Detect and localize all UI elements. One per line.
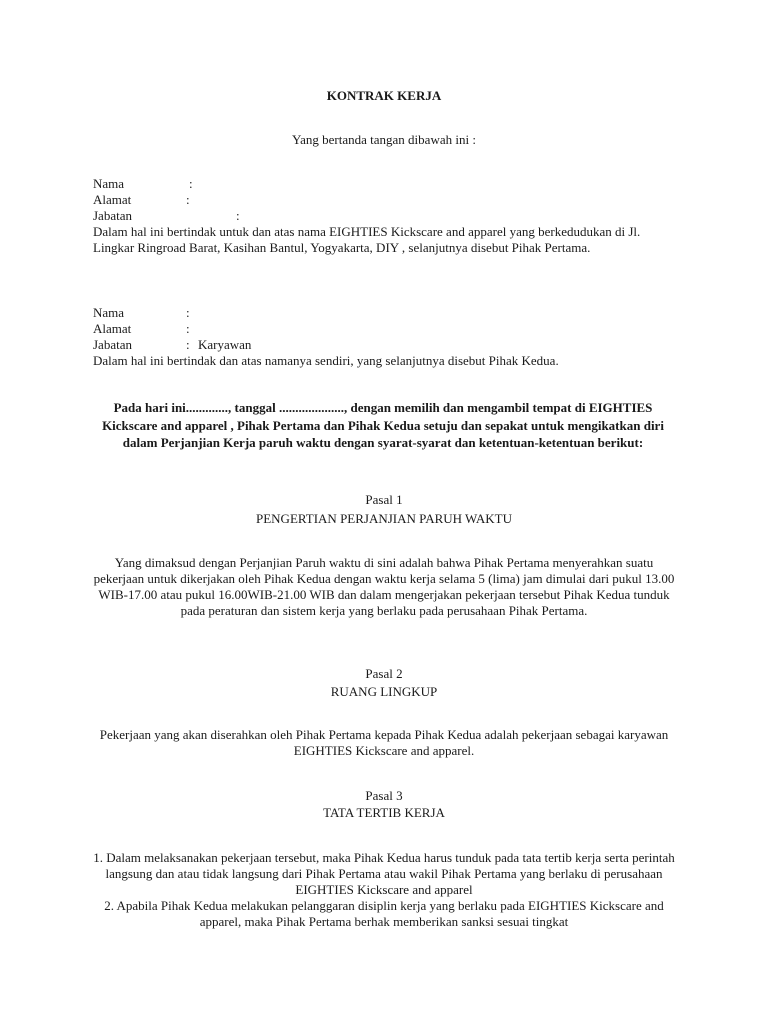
party2-alamat-label: Alamat [93, 321, 132, 336]
pasal1-heading: PENGERTIAN PERJANJIAN PARUH WAKTU [256, 511, 512, 526]
pasal3-items [92, 850, 676, 930]
pasal3-heading: TATA TERTIB KERJA [323, 805, 445, 820]
pasal3-number: Pasal 3 [365, 788, 403, 803]
party2-jabatan-row [93, 337, 673, 353]
party1-jabatan-row [93, 208, 673, 224]
pasal2-heading: RUANG LINGKUP [330, 684, 438, 699]
party2-alamat-row [93, 321, 673, 337]
party2-block [93, 305, 673, 369]
party1-nama-row [93, 176, 673, 192]
party1-nama-label: Nama [93, 176, 125, 191]
party2-jabatan-value: Karyawan [198, 337, 252, 352]
party1-statement: Dalam hal ini bertindak untuk dan atas nama EIGHTIES Kickscare and apparel yang berkedudukan di Jl. Lingkar Ringroad Barat, Kasihan Bantul, Yogyakarta, DIY , selanjutnya disebut Pihak Pertama. [93, 224, 641, 255]
party2-jabatan-colon: : [186, 337, 190, 352]
party2-nama-colon: : [186, 305, 190, 320]
party2-alamat-colon: : [186, 321, 190, 336]
party1-block [93, 176, 673, 256]
intro-line: Yang bertanda tangan dibawah ini : [292, 132, 476, 147]
party2-nama-label: Nama [93, 305, 125, 320]
party1-alamat-colon: : [186, 192, 190, 207]
pasal1-body: Yang dimaksud dengan Perjanjian Paruh waktu di sini adalah bahwa Pihak Pertama menyerahkan suatu pekerjaan untuk dikerjakan oleh Pihak Kedua dengan waktu kerja selama 5 (lima) jam dimulai dari pukul 13.00 WIB-17.00 atau pukul 16.00WIB-21.00 WIB dan dalam mengerjakan pekerjaan tersebut Pihak Kedua tunduk pada peraturan dan sistem kerja yang berlaku pada perusahaan Pihak Pertama. [93, 555, 675, 618]
party1-alamat-label: Alamat [93, 192, 132, 207]
party1-nama-colon: : [189, 176, 193, 191]
party2-nama-row [93, 305, 673, 321]
party1-jabatan-label: Jabatan [93, 208, 132, 223]
pasal3-item-1: 1. Dalam melaksanakan pekerjaan tersebut, maka Pihak Kedua harus tunduk pada tata tertib kerja serta perintah langsung dan atau tidak langsung dari Pihak Pertama atau wakil Pihak Pertama yang berlaku di perusahaan EIGHTIES Kickscare and apparel [93, 850, 675, 897]
pasal3-item-2: 2. Apabila Pihak Kedua melakukan pelanggaran disiplin kerja yang berlaku pada EIGHTIES Kickscare and apparel, maka Pihak Pertama berhak memberikan sanksi sesuai tingkat [104, 898, 664, 929]
pasal2-body: Pekerjaan yang akan diserahkan oleh Pihak Pertama kepada Pihak Kedua adalah pekerjaan sebagai karyawan EIGHTIES Kickscare and apparel. [99, 727, 669, 758]
party2-statement: Dalam hal ini bertindak dan atas namanya sendiri, yang selanjutnya disebut Pihak Kedua. [93, 353, 559, 368]
party2-jabatan-label: Jabatan [93, 337, 132, 352]
document-title: KONTRAK KERJA [326, 88, 442, 103]
pasal2-number: Pasal 2 [365, 666, 403, 681]
party1-alamat-row [93, 192, 673, 208]
agreement-paragraph: Pada hari ini............., tanggal ...................., dengan memilih dan mengambil tempat di EIGHTIES Kickscare and apparel , Pihak Pertama dan Pihak Kedua setuju dan sepakat untuk mengikatkan diri dalam Perjanjian Kerja paruh waktu dengan syarat-syarat dan ketentuan-ketentuan berikut: [102, 400, 664, 450]
pasal1-number: Pasal 1 [365, 492, 403, 507]
party1-jabatan-colon: : [236, 208, 240, 223]
